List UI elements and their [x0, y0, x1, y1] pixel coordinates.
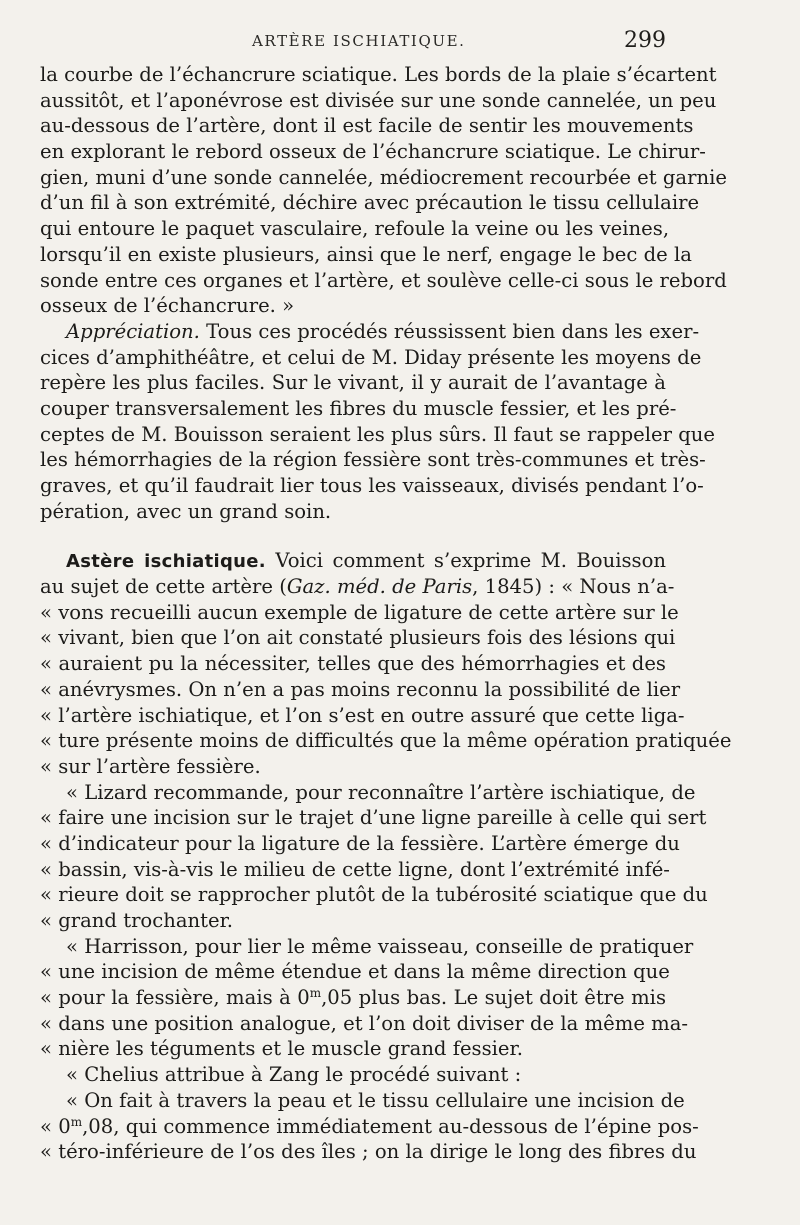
text-line: « rieure doit se rapprocher plutôt de la tubérosité sciatique que du [40, 883, 708, 907]
text-line: « ture présente moins de difficultés que la même opération pratiquée [40, 729, 732, 753]
text-line: les hémorrhagies de la région fessière sont très-communes et très- [40, 448, 706, 472]
text-line: cices d’amphithéâtre, et celui de M. Diday présente les moyens de [40, 345, 702, 369]
text-line: en explorant le rebord osseux de l’échancrure sciatique. Le chirur- [40, 140, 706, 164]
text-line: repère les plus faciles. Sur le vivant, il y aurait de l’avantage à [40, 371, 666, 395]
text-line: « faire une incision sur le trajet d’une ligne pareille à celle qui sert [40, 806, 707, 830]
line-text: au sujet de cette artère ( [40, 575, 287, 599]
citation: Gaz. méd. de Paris [286, 575, 473, 599]
text-line: graves, et qu’il faudrait lier tous les vaisseaux, divisés pendant l’o- [40, 474, 704, 497]
line-text: Tous ces procédés réussissent bien dans les exer- [199, 319, 700, 343]
unit-superscript: m [309, 986, 322, 1001]
text-line: « auraient pu la nécessiter, telles que des hémorrhagies et des [40, 652, 666, 676]
text-line: sonde entre ces organes et l’artère, et soulève celle-ci sous le rebord [40, 268, 727, 292]
text-line: lorsqu’il en existe plusieurs, ainsi que le nerf, engage le bec de la [40, 242, 692, 266]
text-line: « d’indicateur pour la ligature de la fessière. L’artère émerge du [40, 831, 680, 855]
line-text: ,08, qui commence immédiatement au-dessous de l’épine pos- [82, 1114, 699, 1138]
section-gap [40, 524, 666, 548]
text-line [40, 574, 675, 600]
line-text: Voici comment s’exprime M. Bouisson [265, 549, 666, 573]
line-text: ,05 plus bas. Le sujet doit être mis [321, 986, 666, 1010]
unit-superscript: m [70, 1114, 83, 1129]
page-number: 299 [624, 28, 666, 53]
section-heading: Astère ischiatique. [66, 551, 266, 573]
body-text [40, 62, 732, 1165]
text-line: gien, muni d’une sonde cannelée, médiocrement recourbée et garnie [40, 165, 727, 189]
text-line [40, 1114, 699, 1140]
text-line: d’un fil à son extrémité, déchire avec précaution le tissu cellulaire [40, 191, 700, 215]
text-line [40, 319, 700, 345]
text-line: « une incision de même étendue et dans la même direction que [40, 960, 670, 984]
appreciation-lead: Appréciation. [66, 319, 200, 343]
text-line: « grand trochanter. [40, 909, 234, 932]
text-line: pération, avec un grand soin. [40, 499, 332, 523]
text-line: « sur l’artère fessière. [40, 754, 261, 778]
text-line: « l’artère ischiatique, et l’on s’est en outre assuré que cette liga- [40, 703, 685, 727]
running-header [40, 30, 666, 58]
line-text: « pour la fessière, mais à 0 [40, 986, 310, 1010]
text-line: la courbe de l’échancrure sciatique. Les bords de la plaie s’écartent [40, 63, 717, 86]
text-line: « vivant, bien que l’on ait constaté plusieurs fois des lésions qui [40, 626, 676, 650]
text-line: aussitôt, et l’aponévrose est divisée sur une sonde cannelée, un peu [40, 88, 717, 112]
line-text: , 1845) : « Nous n’a- [472, 575, 675, 599]
text-line: ceptes de M. Bouisson seraient les plus sûrs. Il faut se rappeler que [40, 422, 715, 446]
text-line: couper transversalement les fibres du muscle fessier, et les pré- [40, 396, 677, 420]
running-title: ARTÈRE ISCHIATIQUE. [252, 32, 466, 50]
text-line: « vons recueilli aucun exemple de ligature de cette artère sur le [40, 600, 679, 624]
text-line: au-dessous de l’artère, dont il est facile de sentir les mouvements [40, 114, 694, 138]
text-line [40, 548, 666, 574]
text-line: « Harrisson, pour lier le même vaisseau, conseille de pratiquer [66, 934, 694, 958]
text-line: « anévrysmes. On n’en a pas moins reconnu la possibilité de lier [40, 677, 681, 701]
text-line: qui entoure le paquet vasculaire, refoule la veine ou les veines, [40, 217, 670, 241]
text-line: « Lizard recommande, pour reconnaître l’artère ischiatique, de [66, 780, 696, 804]
text-line: osseux de l’échancrure. » [40, 294, 295, 318]
text-line: « dans une position analogue, et l’on doit diviser de la même ma- [40, 1011, 689, 1035]
line-text: « 0 [40, 1114, 71, 1138]
text-line: « bassin, vis-à-vis le milieu de cette ligne, dont l’extrémité infé- [40, 857, 670, 881]
text-line: « téro-inférieure de l’os des îles ; on la dirige le long des fibres du [40, 1140, 697, 1164]
text-line [40, 985, 666, 1011]
text-line: « On fait à travers la peau et le tissu cellulaire une incision de [66, 1088, 685, 1112]
text-line: « Chelius attribue à Zang le procédé suivant : [66, 1063, 522, 1087]
text-line: « nière les téguments et le muscle grand fessier. [40, 1037, 523, 1061]
